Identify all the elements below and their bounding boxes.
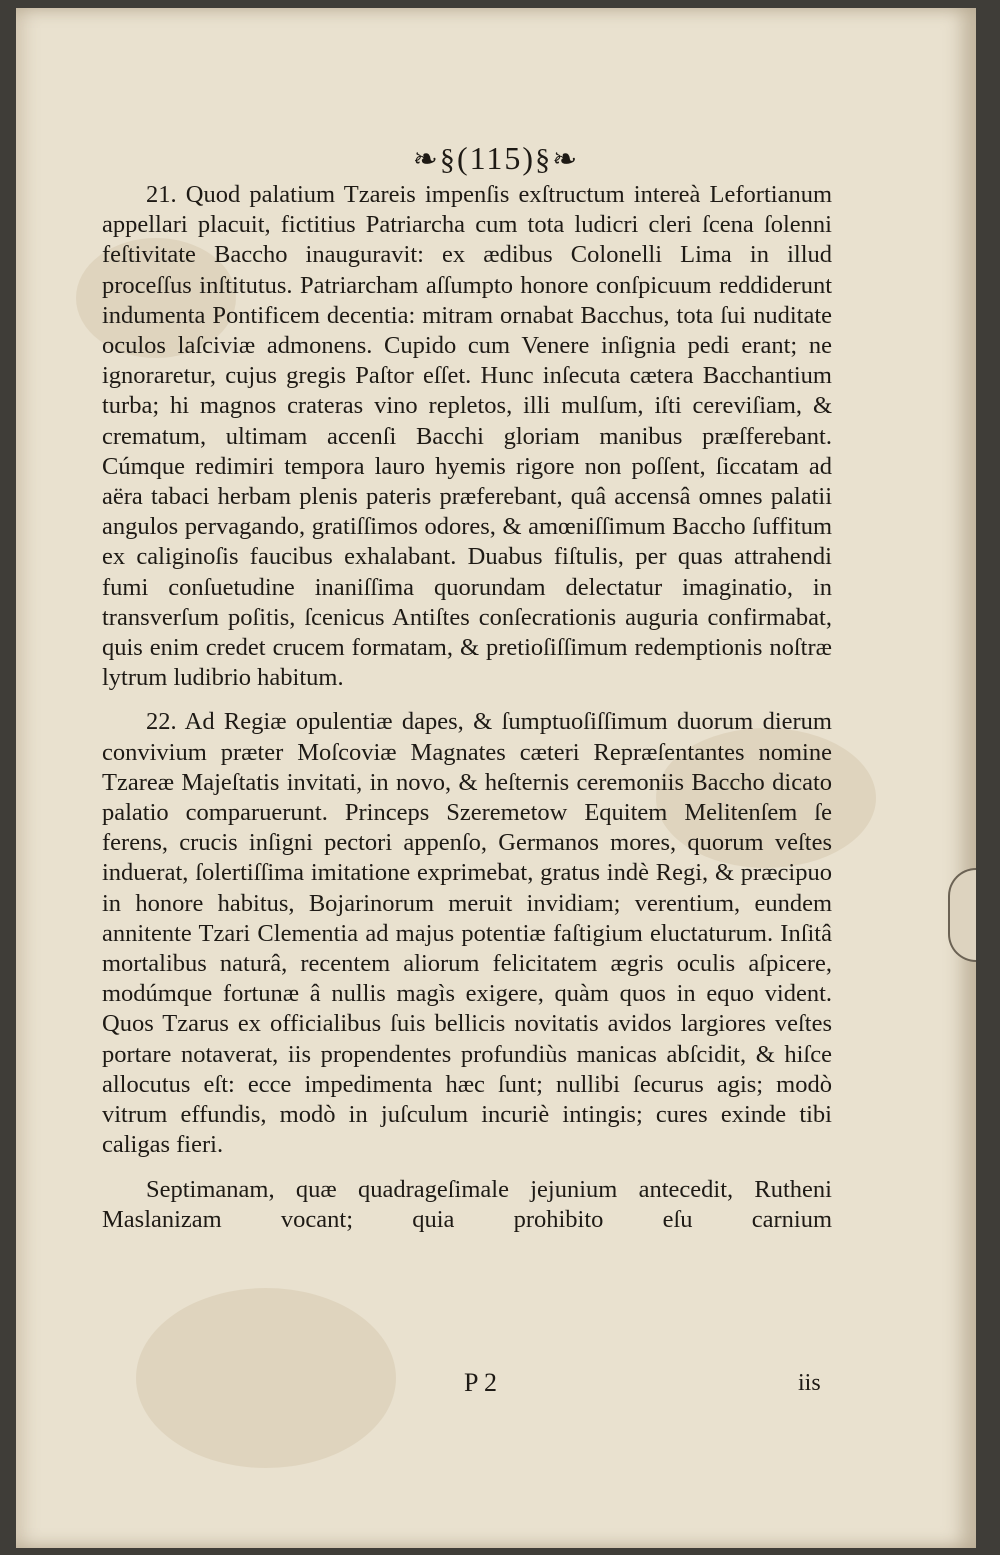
body-text bbox=[102, 180, 832, 1235]
paper-stain bbox=[136, 1288, 396, 1468]
book-page bbox=[16, 8, 976, 1548]
page-number: (115) bbox=[456, 140, 536, 176]
paragraph-21: 21. Quod palatium Tzareis impenſis exſtructum intereà Lefortianum appellari placuit, fictitius Patriarcha cum tota ludicri cleri ſcena ſolenni feſtivitate Baccho inauguravit: ex ædibus Colonelli Lima in illud proceſſus inſtitutus. Patriarcham aſſumpto honore conſpicuum reddiderunt indumenta Pontificem decentia: mitram ornabat Bacchus, tota ſui nuditate oculos laſciviæ admonens. Cupido cum Venere inſignia pedi erant; ne ignoraretur, cujus gregis Paſtor eſſet. Hunc inſecuta cætera Bacchantium turba; hi magnos crateras vino repletos, illi mulſum, iſti cereviſiam, & crematum, ultimam accenſi Bacchi gloriam manibus præſferebant. Cúmque redimiri tempora lauro hyemis rigore non poſſent, ſiccatam ad aëra tabaci herbam plenis pateris præferebant, quâ accensâ omnes palatii angulos pervagando, gratiſſimos odores, & amœniſſimum Baccho ſuffitum ex caliginoſis faucibus exhalabant. Duabus fiſtulis, per quas attrahendi fumi conſuetudine inaniſſima quorundam delectatur imaginatio, in transverſum poſitis, ſcenicus Antiſtes conſecrationis auguria confirmabat, quis enim credet crucem formatam, & pretioſiſſimum redemptionis noſtræ lytrum ludibrio habitum. bbox=[102, 181, 832, 692]
page-edge-tab bbox=[948, 868, 976, 962]
signature-mark: P 2 bbox=[464, 1368, 497, 1397]
paragraph-septimanam: Septimanam, quæ quadrageſimale jejunium antecedit, Rutheni Maslanizam vocant; quia prohibito eſu carnium bbox=[102, 1175, 832, 1233]
header-ornament-right: §❧ bbox=[535, 143, 580, 176]
paragraph-22: 22. Ad Regiæ opulentiæ dapes, & ſumptuoſiſſimum duorum dierum convivium præter Moſcoviæ Magnates cæteri Repræſentantes nomine Tzareæ Majeſtatis invitati, in novo, & heſternis ceremoniis Baccho dicato palatio comparuerunt. Princeps Szeremetow Equitem Melitenſem ſe ferens, crucis inſigni pectori appenſo, Germanos mores, quorum veſtes induerat, ſolertiſſima imitatione exprimebat, gratus indè Regi, & præcipuo in honore habitus, Bojarinorum meruit invidiam; verentium, eundem annitente Tzari Clementia ad majus potentiæ faſtigium eluctaturum. Inſitâ mortalibus naturâ, recentem aliorum felicitatem ægris oculis aſpicere, modúmque fortunæ â nullis magìs exigere, quàm quos in equo vident. Quos Tzarus ex officialibus ſuis bellicis novitatis avidos largiores veſtes portare notaverat, iis propendentes profundiùs manicas abſcidit, & hiſce allocutus eſt: ecce impedimenta hæc ſunt; nullibi ſecurus agis; modò vitrum effundis, modò in juſculum incuriè intingis; cures exinde tibi caligas fieri. bbox=[102, 708, 832, 1159]
header-ornament-left: ❧§ bbox=[412, 143, 457, 176]
page-header bbox=[16, 140, 976, 177]
catchword: iis bbox=[798, 1370, 821, 1396]
